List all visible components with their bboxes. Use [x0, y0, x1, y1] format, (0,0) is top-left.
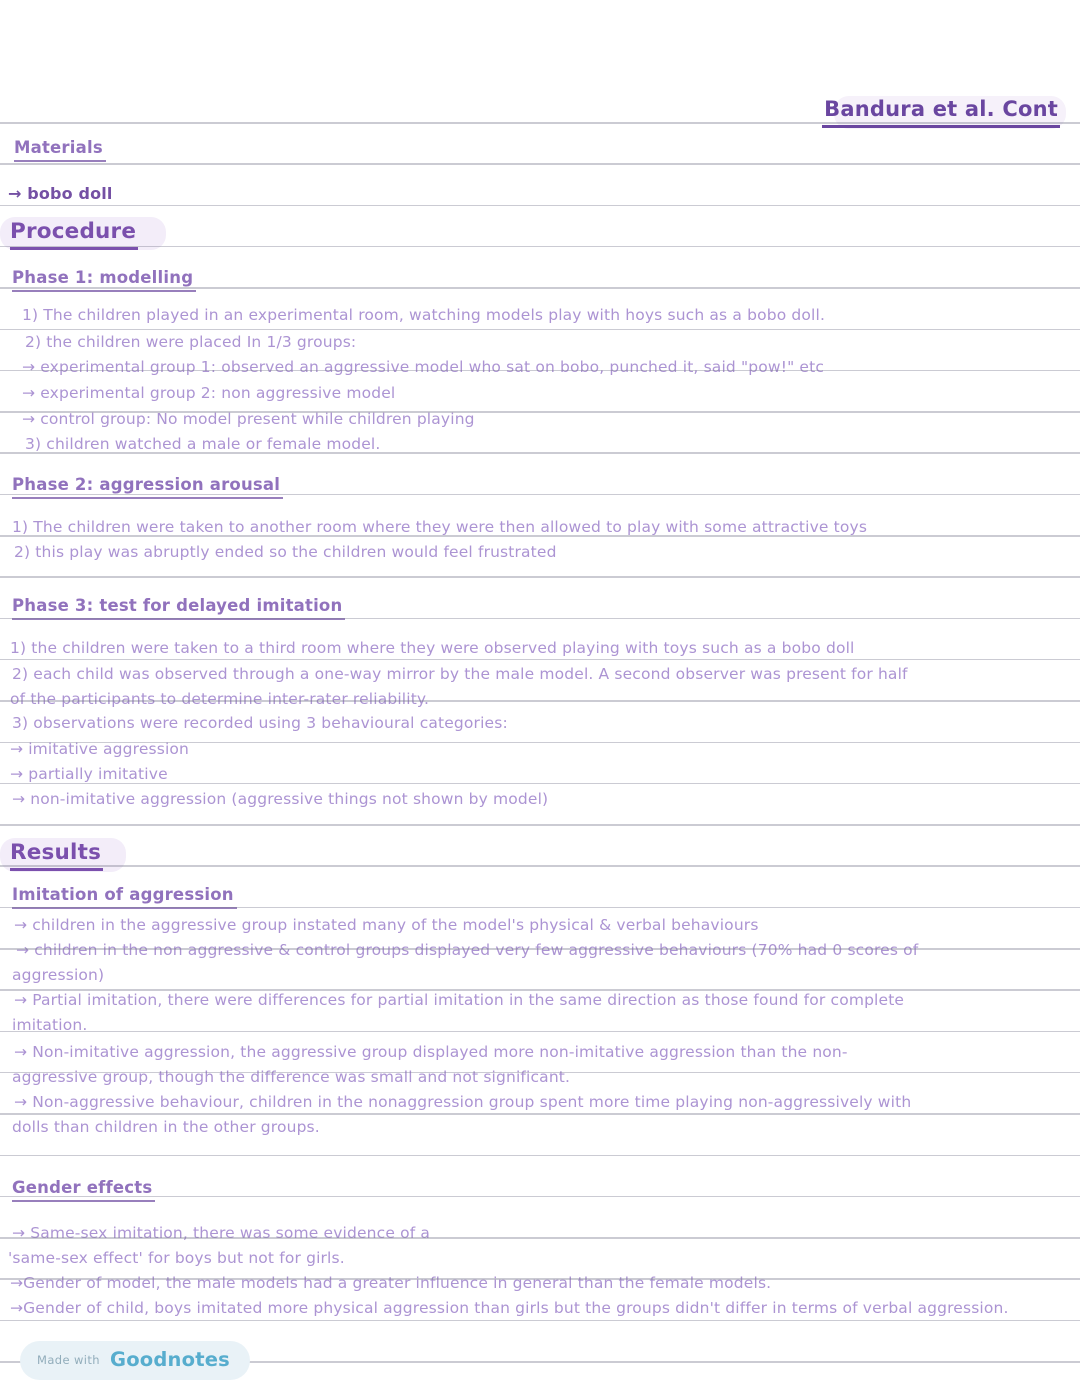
note-line: 1) The children were taken to another room where they were then allowed to play with some attractive toys — [12, 518, 868, 536]
ruled-line — [0, 1113, 1080, 1115]
imitation-heading: Imitation of aggression — [12, 885, 237, 909]
badge-made-with-label: Made with — [37, 1352, 100, 1367]
ruled-line — [0, 865, 1080, 867]
ruled-line — [0, 246, 1080, 248]
ruled-line — [0, 1155, 1080, 1157]
note-line: 3) children watched a male or female model. — [25, 435, 381, 453]
goodnotes-logo: Goodnotes — [110, 1348, 230, 1371]
ruled-line — [0, 1320, 1080, 1322]
ruled-line — [0, 824, 1080, 826]
goodnotes-badge[interactable] — [20, 1341, 250, 1380]
phase2-heading: Phase 2: aggression arousal — [12, 475, 283, 499]
note-line: aggression) — [12, 966, 105, 984]
ruled-line — [0, 659, 1080, 661]
note-line: → children in the non aggressive & control groups displayed very few aggressive behaviours (70% had 0 scores of — [16, 941, 919, 959]
procedure-heading: Procedure — [10, 219, 138, 250]
phase3-heading: Phase 3: test for delayed imitation — [12, 596, 345, 620]
note-line: 1) the children were taken to a third room where they were observed playing with toys such as a bobo doll — [10, 639, 855, 657]
note-line: → Partial imitation, there were differences for partial imitation in the same direction as those found for complete — [14, 991, 905, 1009]
ruled-line — [0, 576, 1080, 578]
ruled-line — [0, 205, 1080, 207]
ruled-line — [0, 1196, 1080, 1198]
note-line: 2) each child was observed through a one-way mirror by the male model. A second observer was present for half — [12, 665, 908, 683]
note-line: aggressive group, though the difference was small and not significant. — [12, 1068, 571, 1086]
note-line: 3) observations were recorded using 3 behavioural categories: — [12, 714, 508, 732]
phase1-heading: Phase 1: modelling — [12, 268, 196, 292]
note-line: 'same-sex effect' for boys but not for girls. — [8, 1249, 345, 1267]
note-line: → non-imitative aggression (aggressive things not shown by model) — [12, 790, 549, 808]
ruled-line — [0, 783, 1080, 785]
ruled-line — [0, 1031, 1080, 1033]
note-line: imitation. — [12, 1016, 88, 1034]
note-line: → experimental group 1: observed an aggressive model who sat on bobo, punched it, said "pow!" etc — [22, 358, 825, 376]
page-title: Bandura et al. Cont — [822, 97, 1060, 128]
gender-heading: Gender effects — [12, 1178, 155, 1202]
note-line: → partially imitative — [10, 765, 168, 783]
note-line: of the participants to determine inter-rater reliability. — [10, 690, 430, 708]
materials-heading: Materials — [14, 138, 106, 162]
materials-item: → bobo doll — [8, 184, 113, 203]
note-line: → experimental group 2: non aggressive model — [22, 384, 396, 402]
ruled-line — [0, 163, 1080, 165]
note-line: →Gender of model, the male models had a greater influence in general than the female models. — [10, 1274, 772, 1292]
note-line: →Gender of child, boys imitated more physical aggression than girls but the groups didn't differ in terms of verbal aggression. — [10, 1299, 1009, 1317]
note-line: → Non-imitative aggression, the aggressive group displayed more non-imitative aggression than the non- — [14, 1043, 848, 1061]
note-line: 1) The children played in an experimental room, watching models play with hoys such as a bobo doll. — [22, 306, 826, 324]
ruled-line — [0, 329, 1080, 331]
note-line: → control group: No model present while children playing — [22, 410, 475, 428]
note-line: → Non-aggressive behaviour, children in the nonaggression group spent more time playing non-aggressively with — [14, 1093, 912, 1111]
results-heading: Results — [10, 840, 103, 871]
note-line: → Same-sex imitation, there was some evidence of a — [12, 1224, 431, 1242]
note-line: 2) this play was abruptly ended so the children would feel frustrated — [14, 543, 557, 561]
note-line: → children in the aggressive group instated many of the model's physical & verbal behaviours — [14, 916, 759, 934]
note-line: → imitative aggression — [10, 740, 190, 758]
note-line: 2) the children were placed In 1/3 groups: — [25, 333, 357, 351]
note-line: dolls than children in the other groups. — [12, 1118, 320, 1136]
